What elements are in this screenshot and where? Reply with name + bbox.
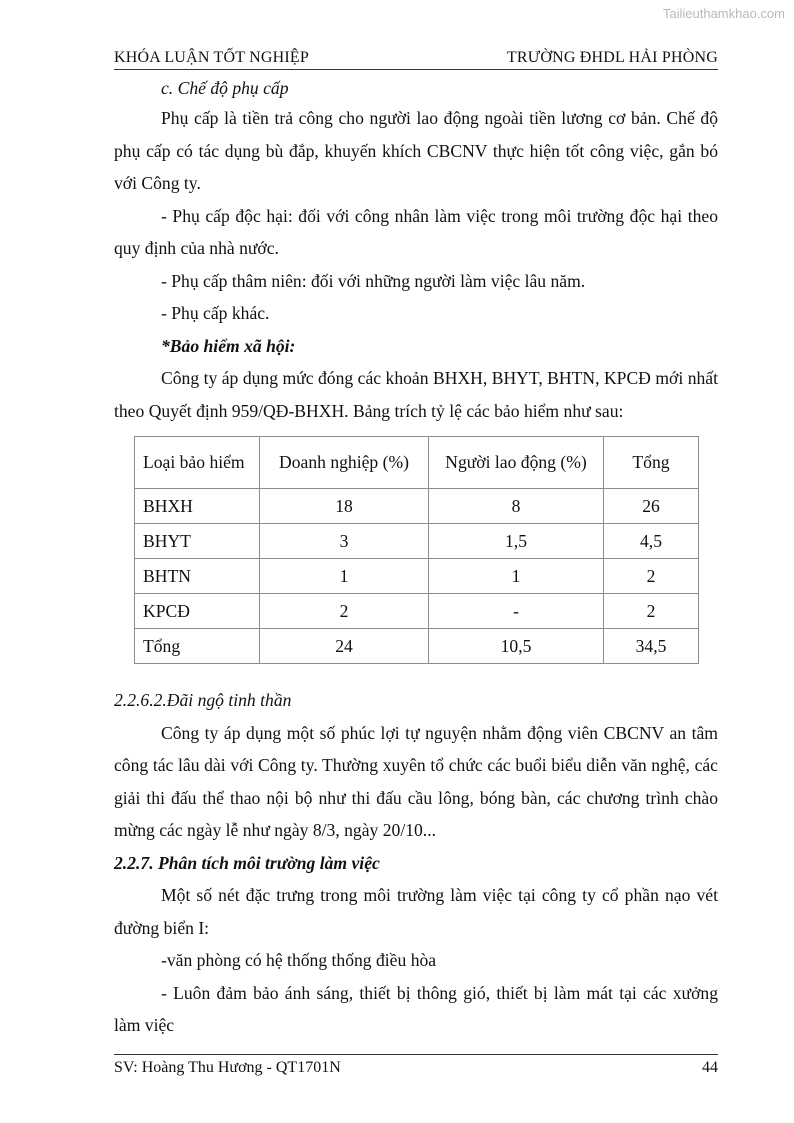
- table-cell: BHXH: [135, 489, 260, 524]
- table-cell: 2: [260, 594, 429, 629]
- allowance-seniority: - Phụ cấp thâm niên: đối với những người làm việc lâu năm.: [161, 270, 586, 291]
- page-number: 44: [702, 1059, 718, 1076]
- table-cell: 4,5: [604, 524, 699, 559]
- table-header-cell: Người lao động (%): [429, 437, 604, 489]
- section-c-paragraph: Phụ cấp là tiền trả công cho người lao động ngoài tiền lương cơ bản. Chế độ phụ cấp có tác dụng bù đắp, khuyến khích CBCNV thực hiện tốt công việc, gắn bó với Công ty.: [114, 108, 718, 193]
- table-cell: 8: [429, 489, 604, 524]
- allowance-hazard: - Phụ cấp độc hại: đối với công nhân làm việc trong môi trường độc hại theo quy định của nhà nước.: [114, 205, 718, 258]
- watermark: Tailieuthamkhao.com: [662, 6, 785, 21]
- table-cell: 3: [260, 524, 429, 559]
- table-header-cell: Loại bảo hiểm: [135, 437, 260, 489]
- section-2262-title: 2.2.6.2.Đãi ngộ tinh thần: [114, 690, 292, 710]
- page-content: [114, 74, 718, 1042]
- table-cell: 1,5: [429, 524, 604, 559]
- insurance-intro: Công ty áp dụng mức đóng các khoản BHXH, BHYT, BHTN, KPCĐ mới nhất theo Quyết định 959/QĐ-BHXH. Bảng trích tỷ lệ các bảo hiểm như sau:: [114, 368, 718, 421]
- table-row: [135, 629, 699, 664]
- table-cell: 2: [604, 559, 699, 594]
- table-cell: Tổng: [135, 629, 260, 664]
- table-cell: 1: [260, 559, 429, 594]
- allowance-other: - Phụ cấp khác.: [161, 303, 270, 323]
- table-cell: -: [429, 594, 604, 629]
- table-cell: 34,5: [604, 629, 699, 664]
- table-row: [135, 559, 699, 594]
- table-row: [135, 489, 699, 524]
- footer-author: SV: Hoàng Thu Hương - QT1701N: [114, 1059, 341, 1076]
- section-c-title: c. Chế độ phụ cấp: [161, 78, 289, 98]
- section-227-title: 2.2.7. Phân tích môi trường làm việc: [114, 852, 380, 873]
- header-left: KHÓA LUẬN TỐT NGHIỆP: [114, 49, 309, 66]
- table-cell: 10,5: [429, 629, 604, 664]
- page-header: [114, 48, 718, 70]
- table-cell: KPCĐ: [135, 594, 260, 629]
- workplace-bullet-2: - Luôn đảm bảo ánh sáng, thiết bị thông gió, thiết bị làm mát tại các xưởng làm việc: [114, 982, 718, 1035]
- table-cell: 1: [429, 559, 604, 594]
- table-cell: BHYT: [135, 524, 260, 559]
- section-2262-paragraph: Công ty áp dụng một số phúc lợi tự nguyện nhằm động viên CBCNV an tâm công tác lâu dài với Công ty. Thường xuyên tổ chức các buổi biểu diễn văn nghệ, các giải thi đấu thể thao nội bộ như thi đấu cầu lông, bóng bàn, các chương trình chào mừng các ngày lễ như ngày 8/3, ngày 20/10...: [114, 722, 718, 840]
- table-header-cell: Tổng: [604, 437, 699, 489]
- page-footer: [114, 1054, 718, 1078]
- header-right: TRƯỜNG ĐHDL HẢI PHÒNG: [506, 49, 718, 66]
- table-header-cell: Doanh nghiệp (%): [260, 437, 429, 489]
- section-227-paragraph: Một số nét đặc trưng trong môi trường làm việc tại công ty cổ phần nạo vét đường biển I:: [114, 885, 718, 938]
- workplace-bullet-1: -văn phòng có hệ thống thống điều hòa: [161, 950, 437, 970]
- table-cell: 24: [260, 629, 429, 664]
- table-cell: 2: [604, 594, 699, 629]
- insurance-table: [134, 436, 699, 664]
- table-row: [135, 594, 699, 629]
- table-cell: 26: [604, 489, 699, 524]
- insurance-title: *Bảo hiểm xã hội:: [161, 335, 296, 356]
- table-cell: 18: [260, 489, 429, 524]
- table-header-row: [135, 437, 699, 489]
- table-row: [135, 524, 699, 559]
- table-cell: BHTN: [135, 559, 260, 594]
